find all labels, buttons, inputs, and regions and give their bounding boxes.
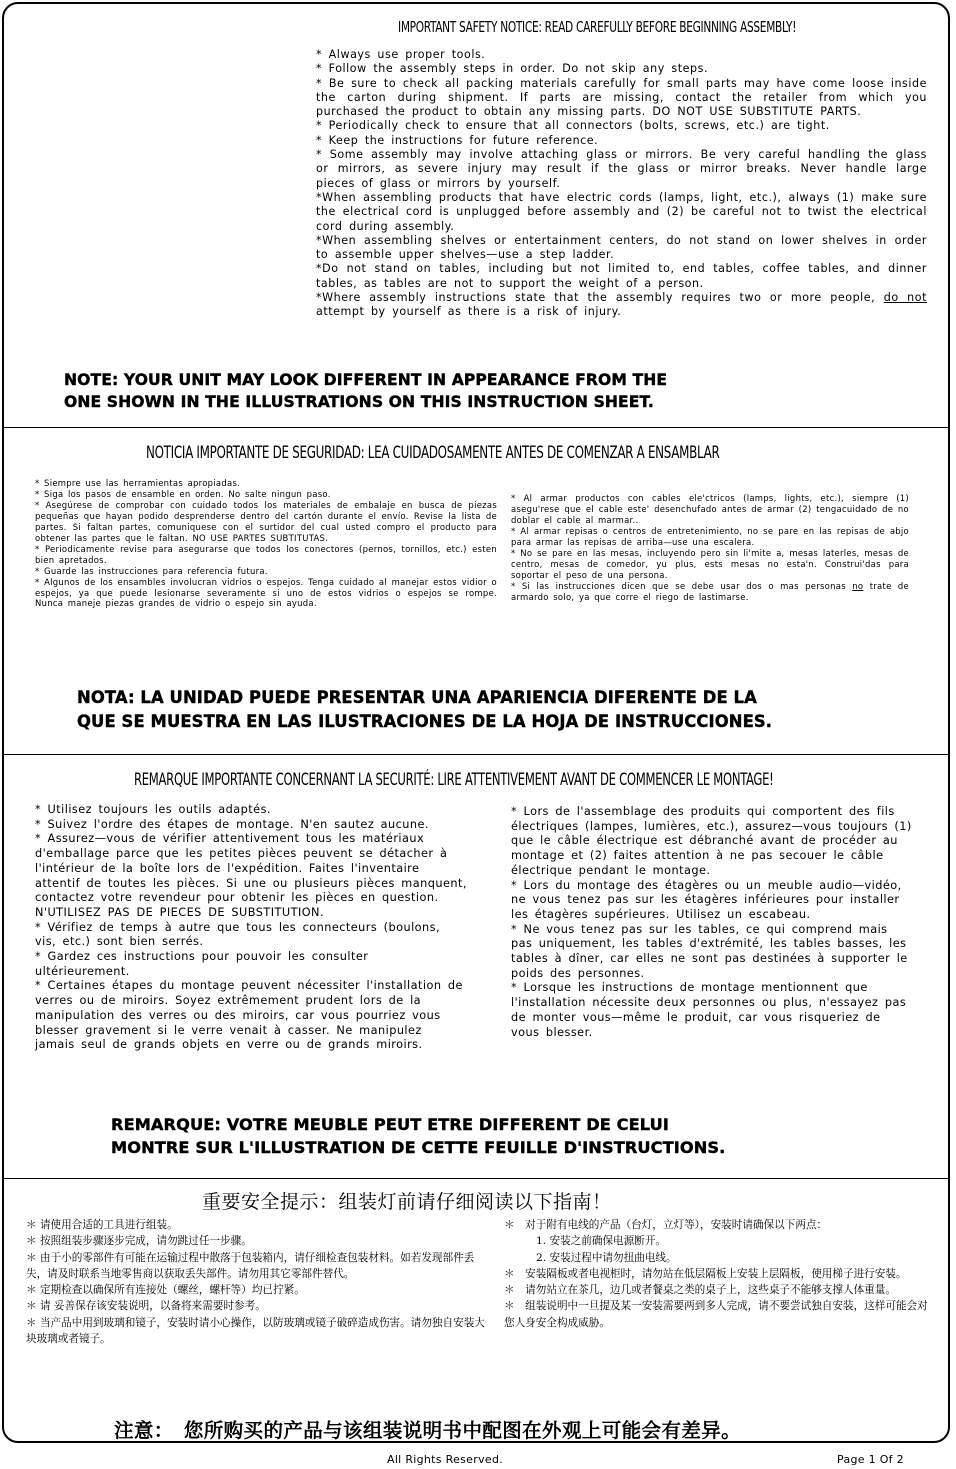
chinese-left-list <box>26 1217 486 1347</box>
english-safety-item-end: attempt by yourself as there is a risk of injury. <box>316 305 622 319</box>
english-safety-item: * Some assembly may involve attaching glass or mirrors. Be very careful handling the glass or mirrors, as severe injury may result if the glass or mirror breaks. Never handle large pieces of glass or mirrors by yourself. <box>316 148 927 190</box>
chinese-safety-item: ＊ 请使用合适的工具进行组装。 <box>26 1219 178 1231</box>
english-safety-item: *Do not stand on tables, including but not limited to, end tables, coffee tables, and dinner tables, as tables are not to support the weight of a person. <box>316 262 927 290</box>
spanish-safety-item: * Asegúrese de comprobar con cuidado todos los materiales de embalaje en busca de piezas pequeñas que hayan podido desprenderse dentro del cartón durante el envío. Revise la lista de partes. Si faltan partes, comuniquese con el surtidor del cual usted compro el producto para obtener las partes que le faltan. NO USE PARTES SUBTITUTAS. <box>35 499 497 543</box>
spanish-safety-item: * No se pare en las mesas, incluyendo pero sin li'mite a, mesas laterles, mesas de centro, mesas de comedor, yu plus, ests mesas no esta'n. Construi'das para soportar el peso de una persona. <box>511 547 909 580</box>
french-safety-item: * Lors de l'assemblage des produits qui comportent des fils électriques (lampes, lumières, etc.), assurez—vous toujours (1) que le câble électrique est débranché avant de procéder au montage et (2) faites attention à ne pas secouer le câble électrique pendant le montage. <box>511 805 912 877</box>
english-safety-item: * Follow the assembly steps in order. Do not skip any steps. <box>316 62 709 76</box>
chinese-right-list <box>504 1217 934 1331</box>
english-safety-item: * Be sure to check all packing materials carefully for small parts may have come loose inside the carton during shipment. If parts are missing, contact the retailer from which you purchased the product to obtain any missing parts. DO NOT USE SUBSTITUTE PARTS. <box>316 76 927 119</box>
spanish-note: NOTA: LA UNIDAD PUEDE PRESENTAR UNA APARIENCIA DIFERENTE DE LA QUE SE MUESTRA EN LAS ILUSTRACIONES DE LA HOJA DE INSTRUCCIONES. <box>77 688 773 731</box>
spanish-right-list <box>511 493 909 603</box>
french-section <box>4 754 948 1179</box>
instruction-sheet <box>2 2 950 1443</box>
chinese-note: 注意： 您所购买的产品与该组装说明书中配图在外观上可能会有差异。 <box>114 1419 742 1442</box>
spanish-safety-item: * Al armar productos con cables ele'ctricos (lamps, lights, etc.), siempre (1) asegu'rese que el cable este' desenchufado antes de armar (2) tengacuidado de no doblar el cable al marmar.. <box>511 493 909 525</box>
english-safety-item: *When assembling products that have electric cords (lamps, light, etc.), always (1) make sure the electrical cord is unplugged before assembly and (2) be careful not to twist the electrical cord during assembly. <box>316 190 927 233</box>
chinese-right-item: ＊ 组装说明中一旦提及某一安装需要两到多人完成，请不要尝试独自安装，这样可能会对您人身安全构成威胁。 <box>504 1300 928 1329</box>
french-safety-item: * Ne vous tenez pas sur les tables, ce qui comprend mais pas uniquement, les tables d'extrémité, les tables basses, les tables à dîner, car elles ne sont pas destinées à supporter le poids des personnes. <box>511 922 908 980</box>
french-safety-item: * Suivez l'ordre des étapes de montage. N'en sautez aucune. <box>35 817 429 831</box>
english-note: NOTE: YOUR UNIT MAY LOOK DIFFERENT IN APPEARANCE FROM THE ONE SHOWN IN THE ILLUSTRATIONS ON THIS INSTRUCTION SHEET. <box>64 371 668 411</box>
chinese-safety-item: ＊ 当产品中用到玻璃和镜子，安装时请小心操作，以防玻璃或镜子破碎造成伤害。请勿独自安装大块玻璃或者镜子。 <box>26 1316 485 1346</box>
chinese-safety-item: ＊ 定期检查以确保所有连接处（螺丝，螺杆等）均已拧紧。 <box>26 1284 305 1297</box>
spanish-safety-item: * Algunos de los ensambles involucran vidrios o espejos. Tenga cuidado al manejar estos vidior o espejos, ya que puede lesionarse severamente si uno de estos vidrios o espejos se rompe. Nunca maneje piezas grandes de vidrio o espejo sin ayuda. <box>35 576 497 609</box>
rights-reserved: All Rights Reserved. <box>387 1453 504 1466</box>
chinese-heading: 重要安全提示：组装灯前请仔细阅读以下指南！ <box>202 1191 612 1213</box>
spanish-left-list <box>35 478 497 609</box>
spanish-safety-item <box>511 581 909 603</box>
spanish-safety-item: * Periodicamente revise para asegurarse que todos los conectores (pernos, tornillos, etc.) esten bien apretados. <box>35 543 497 565</box>
english-safety-item <box>316 291 927 320</box>
spanish-safety-item: * Siempre use las herramientas apropiadas. <box>35 478 241 488</box>
page-number: Page 1 Of 2 <box>837 1453 904 1466</box>
english-safety-item: * Always use proper tools. <box>316 48 486 61</box>
chinese-sub-item: 2. 安装过程中请勿扭曲电线。 <box>536 1251 677 1264</box>
spanish-safety-item-end: trate de armardo solo, ya que corre el riego de lastimarse. <box>511 580 910 602</box>
spanish-safety-item: * Al armar repisas o centros de entretenimiento, no se pare en las repisas de abjo para armar las repisas de arriba—use una escalera. <box>511 525 909 547</box>
french-note: REMARQUE: VOTRE MEUBLE PEUT ETRE DIFFERENT DE CELUI MONTRE SUR L'ILLUSTRATION DE CETTE FEUILLE D'INSTRUCTIONS. <box>111 1115 726 1157</box>
chinese-safety-item: ＊ 由于小的零部件有可能在运输过程中散落于包装箱内，请仔细检查包装材料。如若发现部件丢失，请及时联系当地零售商以获取丢失部件。请勿用其它零部件替代。 <box>26 1251 475 1280</box>
chinese-right-item: ＊ 请勿站立在茶几，边几或者餐桌之类的桌子上，这些桌子不能够支撑人体重量。 <box>504 1284 896 1297</box>
chinese-right-item: ＊ 安装隔板或者电视柜时，请勿站在低层隔板上安装上层隔板，使用梯子进行安装。 <box>504 1267 907 1280</box>
english-safety-list <box>316 48 927 320</box>
chinese-safety-item: ＊ 按照组装步骤逐步完成，请勿跳过任一步骤。 <box>26 1235 252 1248</box>
english-safety-item-start: *Where assembly instructions state that the assembly requires two or more people, <box>316 291 884 305</box>
french-left-list <box>35 803 467 1053</box>
french-safety-item: * Utilisez toujours les outils adaptés. <box>35 803 271 816</box>
english-safety-item-underlined: do not <box>883 291 927 305</box>
spanish-safety-item: * Siga los pasos de ensamble en orden. No salte ningun paso. <box>35 488 331 499</box>
english-safety-item: *When assembling shelves or entertainment centers, do not stand on lower shelves in order to assemble upper shelves—use a step ladder. <box>316 233 927 262</box>
french-safety-item: * Vérifiez de temps à autre que tous les connecteurs (boulons, vis, etc.) sont bien serrés. <box>35 920 441 949</box>
french-safety-item: * Certaines étapes du montage peuvent nécessiter l'installation de verres ou de miroirs. Soyez extrêmement prudent lors de la manipulation des verres ou des miroirs, car vous pourriez vous blesser gravement si le verre venait à casser. Ne manipulez jamais seul de grands objets en verre ou de grands miroirs. <box>35 979 463 1052</box>
french-heading: REMARQUE IMPORTANTE CONCERNANT LA SECURITÉ: LIRE ATTENTIVEMENT AVANT DE COMMENCER LE MONTAGE! <box>134 770 774 790</box>
spanish-section <box>4 427 948 755</box>
english-heading: IMPORTANT SAFETY NOTICE: READ CAREFULLY BEFORE BEGINNING ASSEMBLY! <box>398 18 797 36</box>
french-safety-item: * Lors du montage des étagères ou un meuble audio—vidéo, ne vous tenez pas sur les étagères inférieures pour installer les étagères supérieures. Utilisez un escabeau. <box>511 878 902 921</box>
spanish-heading: NOTICIA IMPORTANTE DE SEGURIDAD: LEA CUIDADOSAMENTE ANTES DE COMENZAR A ENSAMBLAR <box>146 443 720 463</box>
english-section <box>4 4 948 428</box>
french-safety-item: * Gardez ces instructions pour pouvoir les consulter ultérieurement. <box>35 950 369 978</box>
chinese-safety-item: ＊ 请 妥善保存该安装说明，以备将来需要时参考。 <box>26 1300 266 1313</box>
french-safety-item: * Assurez—vous de vérifier attentivement tous les matériaux d'emballage parce que les petites pièces peuvent se détacher à l'intérieur de la boîte lors de l'expédition. Faites l'inventaire attentif de toutes les pièces. Si une ou plusieurs pièces manquent, contactez votre revendeur pour obtenir les pièces en question. N'UTILISEZ PAS DE PIECES DE SUBSTITUTION. <box>35 832 467 919</box>
chinese-section <box>4 1178 948 1443</box>
spanish-safety-item: * Guarde las instrucciones para referencia futura. <box>35 565 268 576</box>
chinese-sub-item: 1. 安装之前确保电源断开。 <box>536 1235 667 1248</box>
french-right-list <box>511 805 913 1040</box>
english-safety-item: * Periodically check to ensure that all connectors (bolts, screws, etc.) are tight. <box>316 119 830 133</box>
chinese-right-intro: ＊ 对于附有电线的产品（台灯，立灯等），安装时请确保以下两点： <box>504 1219 828 1231</box>
french-safety-item: * Lorsque les instructions de montage mentionnent que l'installation nécessite deux personnes ou plus, n'essayez pas de monter vous—même le produit, car vous risqueriez de vous blesser. <box>511 981 907 1039</box>
english-safety-item: * Keep the instructions for future reference. <box>316 133 599 147</box>
spanish-safety-item-underlined: no <box>852 580 864 591</box>
spanish-safety-item-start: * Si las instrucciones dicen que se debe usar dos o mas personas <box>511 580 853 591</box>
